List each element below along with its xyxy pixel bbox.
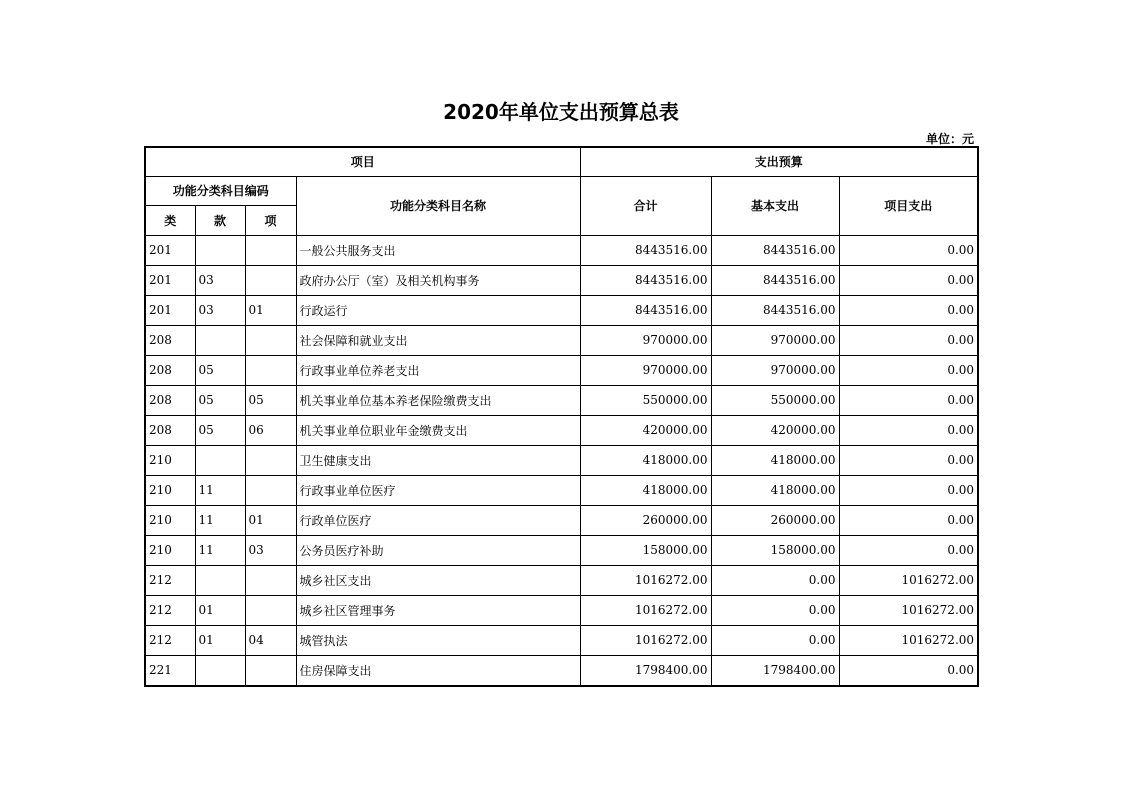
cell-lei: 212 (145, 625, 195, 655)
cell-name: 城管执法 (296, 625, 580, 655)
cell-lei: 210 (145, 475, 195, 505)
cell-name: 城乡社区支出 (296, 565, 580, 595)
cell-project: 0.00 (839, 445, 978, 475)
cell-basic: 8443516.00 (711, 295, 839, 325)
cell-total: 8443516.00 (580, 265, 711, 295)
cell-basic: 8443516.00 (711, 235, 839, 265)
cell-project: 0.00 (839, 355, 978, 385)
cell-lei: 208 (145, 385, 195, 415)
cell-name: 机关事业单位基本养老保险缴费支出 (296, 385, 580, 415)
cell-lei: 208 (145, 355, 195, 385)
cell-total: 1016272.00 (580, 595, 711, 625)
cell-project: 0.00 (839, 265, 978, 295)
table-row (145, 265, 978, 295)
cell-lei: 201 (145, 295, 195, 325)
cell-name: 行政事业单位医疗 (296, 475, 580, 505)
cell-kuan: 01 (195, 625, 245, 655)
cell-xiang (245, 265, 296, 295)
table-row (145, 235, 978, 265)
cell-total: 550000.00 (580, 385, 711, 415)
unit-label: 单位：元 (925, 132, 974, 146)
cell-lei: 210 (145, 505, 195, 535)
cell-xiang: 01 (245, 505, 296, 535)
table-row (145, 295, 978, 325)
cell-basic: 420000.00 (711, 415, 839, 445)
cell-xiang: 06 (245, 415, 296, 445)
header-kuan: 款 (195, 205, 245, 235)
cell-total: 260000.00 (580, 505, 711, 535)
cell-total: 970000.00 (580, 325, 711, 355)
header-row-middle (145, 176, 978, 205)
cell-project: 0.00 (839, 535, 978, 565)
cell-xiang: 03 (245, 535, 296, 565)
table-row (145, 505, 978, 535)
cell-total: 970000.00 (580, 355, 711, 385)
cell-basic: 260000.00 (711, 505, 839, 535)
cell-name: 社会保障和就业支出 (296, 325, 580, 355)
page-title: 2020年单位支出预算总表 (443, 100, 679, 124)
cell-name: 卫生健康支出 (296, 445, 580, 475)
cell-kuan (195, 235, 245, 265)
cell-lei: 208 (145, 415, 195, 445)
cell-xiang (245, 595, 296, 625)
cell-total: 1016272.00 (580, 625, 711, 655)
cell-basic: 8443516.00 (711, 265, 839, 295)
cell-kuan: 11 (195, 535, 245, 565)
table-row (145, 325, 978, 355)
cell-total: 1798400.00 (580, 655, 711, 686)
cell-name: 公务员医疗补助 (296, 535, 580, 565)
cell-kuan: 03 (195, 295, 245, 325)
table-row (145, 355, 978, 385)
cell-basic: 0.00 (711, 595, 839, 625)
budget-table (144, 146, 979, 687)
cell-kuan (195, 655, 245, 686)
cell-kuan: 05 (195, 415, 245, 445)
cell-project: 1016272.00 (839, 565, 978, 595)
cell-xiang: 04 (245, 625, 296, 655)
cell-project: 0.00 (839, 295, 978, 325)
header-lei: 类 (145, 205, 195, 235)
cell-lei: 212 (145, 565, 195, 595)
cell-xiang (245, 475, 296, 505)
cell-project: 0.00 (839, 235, 978, 265)
cell-xiang (245, 565, 296, 595)
cell-name: 住房保障支出 (296, 655, 580, 686)
cell-xiang (245, 325, 296, 355)
cell-name: 政府办公厅（室）及相关机构事务 (296, 265, 580, 295)
cell-kuan: 05 (195, 385, 245, 415)
table-row (145, 535, 978, 565)
table-row (145, 625, 978, 655)
header-basic: 基本支出 (711, 176, 839, 235)
cell-kuan (195, 445, 245, 475)
cell-basic: 418000.00 (711, 475, 839, 505)
cell-xiang: 05 (245, 385, 296, 415)
cell-project: 1016272.00 (839, 595, 978, 625)
cell-lei: 212 (145, 595, 195, 625)
header-expenditure-budget: 支出预算 (580, 147, 978, 176)
cell-project: 0.00 (839, 505, 978, 535)
cell-kuan: 03 (195, 265, 245, 295)
cell-name: 行政运行 (296, 295, 580, 325)
table-row (145, 385, 978, 415)
header-name: 功能分类科目名称 (296, 176, 580, 235)
cell-name: 行政单位医疗 (296, 505, 580, 535)
cell-name: 机关事业单位职业年金缴费支出 (296, 415, 580, 445)
table-row (145, 445, 978, 475)
header-project: 项目支出 (839, 176, 978, 235)
cell-basic: 550000.00 (711, 385, 839, 415)
cell-xiang (245, 445, 296, 475)
cell-kuan (195, 565, 245, 595)
cell-project: 0.00 (839, 475, 978, 505)
table-row (145, 565, 978, 595)
table-row (145, 415, 978, 445)
cell-basic: 0.00 (711, 565, 839, 595)
header-xiang: 项 (245, 205, 296, 235)
cell-total: 420000.00 (580, 415, 711, 445)
header-item: 项目 (145, 147, 580, 176)
cell-xiang (245, 655, 296, 686)
cell-total: 158000.00 (580, 535, 711, 565)
cell-name: 城乡社区管理事务 (296, 595, 580, 625)
header-row-top (145, 147, 978, 176)
cell-total: 1016272.00 (580, 565, 711, 595)
cell-project: 0.00 (839, 325, 978, 355)
header-total: 合计 (580, 176, 711, 235)
cell-project: 0.00 (839, 385, 978, 415)
cell-kuan (195, 325, 245, 355)
table-row (145, 595, 978, 625)
cell-basic: 418000.00 (711, 445, 839, 475)
cell-name: 一般公共服务支出 (296, 235, 580, 265)
table-row (145, 475, 978, 505)
cell-total: 418000.00 (580, 445, 711, 475)
cell-lei: 210 (145, 445, 195, 475)
cell-xiang: 01 (245, 295, 296, 325)
cell-kuan: 11 (195, 475, 245, 505)
cell-total: 8443516.00 (580, 295, 711, 325)
cell-lei: 221 (145, 655, 195, 686)
cell-project: 0.00 (839, 415, 978, 445)
cell-basic: 0.00 (711, 625, 839, 655)
cell-basic: 158000.00 (711, 535, 839, 565)
cell-basic: 970000.00 (711, 355, 839, 385)
cell-xiang (245, 355, 296, 385)
cell-lei: 208 (145, 325, 195, 355)
cell-xiang (245, 235, 296, 265)
cell-lei: 201 (145, 265, 195, 295)
cell-kuan: 01 (195, 595, 245, 625)
cell-lei: 201 (145, 235, 195, 265)
header-code-group: 功能分类科目编码 (145, 176, 296, 205)
cell-total: 8443516.00 (580, 235, 711, 265)
cell-project: 1016272.00 (839, 625, 978, 655)
cell-total: 418000.00 (580, 475, 711, 505)
table-row (145, 655, 978, 686)
cell-kuan: 05 (195, 355, 245, 385)
cell-lei: 210 (145, 535, 195, 565)
cell-kuan: 11 (195, 505, 245, 535)
cell-project: 0.00 (839, 655, 978, 686)
cell-name: 行政事业单位养老支出 (296, 355, 580, 385)
cell-basic: 970000.00 (711, 325, 839, 355)
cell-basic: 1798400.00 (711, 655, 839, 686)
